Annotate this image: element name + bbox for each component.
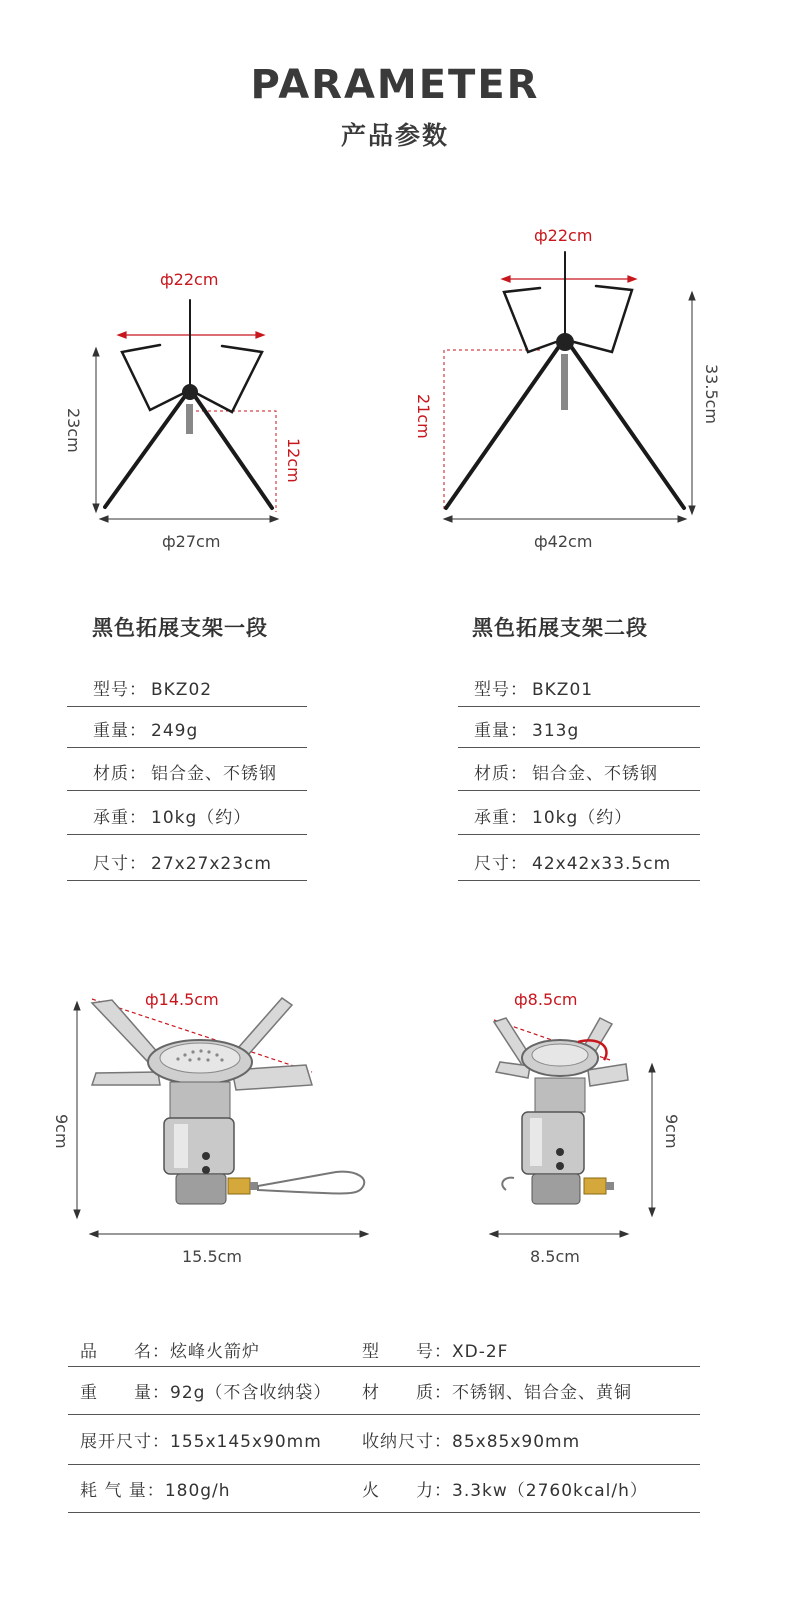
- stand2-name: 黑色拓展支架二段: [472, 616, 648, 640]
- stand1-top-dim: ф22cm: [160, 270, 219, 289]
- stove-open-height: 9cm: [52, 1114, 71, 1149]
- spec-row: 材质： 铝合金、不锈钢: [458, 748, 700, 791]
- stand1-base-dim: ф27cm: [162, 532, 221, 551]
- stand1-name: 黑色拓展支架一段: [92, 616, 268, 640]
- page-title: PARAMETER: [250, 62, 540, 108]
- spec-row: 承重： 10kg（约）: [67, 791, 307, 835]
- stove-open-width: 15.5cm: [182, 1247, 243, 1266]
- stand2-leg-dim: 21cm: [414, 394, 433, 439]
- spec-row: 重量： 313g: [458, 707, 700, 748]
- table-row: 展开尺寸：155x145x90mm 收纳尺寸：85x85x90mm: [68, 1415, 700, 1465]
- stand2-top-dim: ф22cm: [534, 226, 593, 245]
- stove-spec-table: [68, 1330, 700, 1513]
- stand1-leg-dim: 12cm: [284, 438, 303, 483]
- spec-row: 尺寸： 27x27x23cm: [67, 835, 307, 881]
- stove-folded-diameter: ф8.5cm: [514, 990, 578, 1009]
- spec-row: 型号： BKZ01: [458, 665, 700, 707]
- table-row: 重 量：92g（不含收纳袋） 材 质：不锈钢、铝合金、黄铜: [68, 1367, 700, 1415]
- spec-row: 材质： 铝合金、不锈钢: [67, 748, 307, 791]
- table-row: 品 名：炫峰火箭炉 型 号：XD-2F: [68, 1330, 700, 1367]
- stove-folded-height: 9cm: [662, 1114, 681, 1149]
- stand2-height-dim: 33.5cm: [702, 364, 721, 425]
- spec-row: 重量： 249g: [67, 707, 307, 748]
- page-subtitle: 产品参数: [340, 121, 449, 150]
- spec-row: 型号： BKZ02: [67, 665, 307, 707]
- stove-open-diameter: ф14.5cm: [145, 990, 219, 1009]
- spec-row: 承重： 10kg（约）: [458, 791, 700, 835]
- spec-row: 尺寸： 42x42x33.5cm: [458, 835, 700, 881]
- stove-folded-width: 8.5cm: [530, 1247, 580, 1266]
- stand1-height-dim: 23cm: [64, 408, 83, 453]
- table-row: 耗 气 量：180g/h 火 力：3.3kw（2760kcal/h）: [68, 1465, 700, 1513]
- stand2-base-dim: ф42cm: [534, 532, 593, 551]
